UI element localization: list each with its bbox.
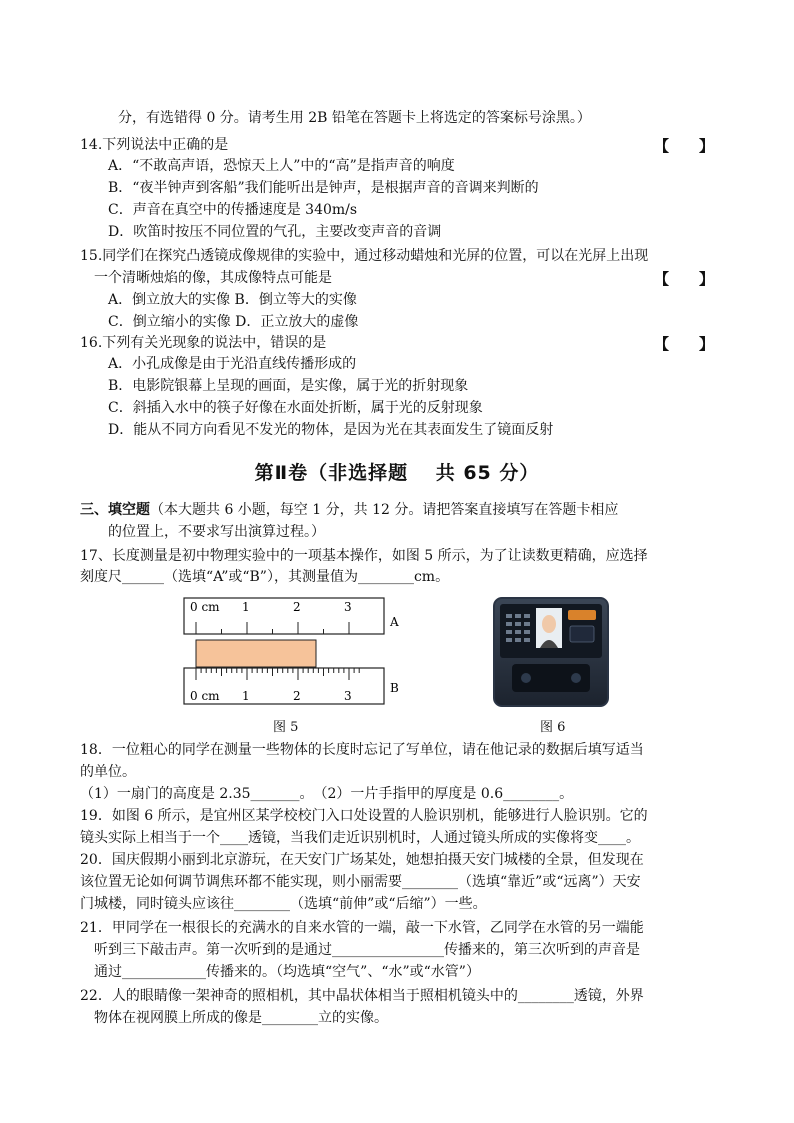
ruler-a-name: A <box>390 615 399 629</box>
ruler-b-label-2: 2 <box>293 689 301 703</box>
figure5-rulers <box>176 592 412 710</box>
q16-answer-bracket: 【 】 <box>654 335 715 353</box>
part2-title: 第Ⅱ卷（非选择题 共 65 分） <box>254 462 540 484</box>
q20-line3: 门城楼，同时镜头应该往________（选填“前伸”或“后缩”）一些。 <box>80 896 487 912</box>
q17-line1: 17、长度测量是初中物理实验中的一项基本操作，如图 5 所示，为了让读数更精确，应选择 <box>80 548 648 564</box>
section3-header <box>80 500 618 520</box>
figure6-caption: 图 6 <box>540 720 566 735</box>
fingerprint-area <box>570 626 594 642</box>
q14-stem: 14.下列说法中正确的是 <box>80 137 229 153</box>
ruler-a-label-2: 2 <box>293 600 301 614</box>
section3-desc-line2: 的位置上，不要求写出演算过程。） <box>108 524 325 540</box>
q20-line2: 该位置无论如何调节调焦环都不能实现，则小丽需要________（选填“靠近”或“远离”）天安 <box>80 874 641 890</box>
ruler-a-label-3: 3 <box>344 600 352 614</box>
q21-line2: 听到三下敲击声。第一次听到的是通过________________传播来的，第三次听到的声音是 <box>94 942 640 958</box>
ruler-a-label-0: 0 cm <box>190 600 220 614</box>
q18-line3: （1）一扇门的高度是 2.35_______。 （2）一片手指甲的厚度是 0.6________。 <box>80 786 574 802</box>
scanner-button-right <box>571 673 581 683</box>
q19-line1: 19．如图 6 所示，是宜州区某学校校门入口处设置的人脸识别机，能够进行人脸识别。它的 <box>80 808 648 824</box>
q15-stem-line1: 15.同学们在探究凸透镜成像规律的实验中，通过移动蜡烛和光屏的位置，可以在光屏上出现 <box>80 248 649 264</box>
figure6-face-recognition-device <box>490 594 612 710</box>
q16-option-c: C．斜插入水中的筷子好像在水面处折断，属于光的反射现象 <box>108 400 483 416</box>
q14-answer-bracket: 【 】 <box>654 137 715 155</box>
section3-desc-line1: （本大题共 6 小题，每空 1 分，共 12 分。请把答案直接填写在答题卡相应 <box>150 502 619 518</box>
intro-tail: 分，有选错得 0 分。请考生用 2B 铅笔在答题卡上将选定的答案标号涂黑。） <box>118 110 591 126</box>
q15-options-cd: C．倒立缩小的实像 D．正立放大的虚像 <box>108 314 359 330</box>
status-indicator <box>568 610 596 620</box>
q14-option-a: A．“不敢高声语，恐惊天上人”中的“高”是指声音的响度 <box>108 158 455 174</box>
q14-option-c: C．声音在真空中的传播速度是 340m/s <box>108 202 358 218</box>
q22-line2: 物体在视网膜上所成的像是________立的实像。 <box>94 1010 388 1026</box>
q15-answer-bracket: 【 】 <box>654 270 715 288</box>
q19-line2: 镜头实际上相当于一个____透镜，当我们走近识别机时，人通过镜头所成的实像将变____。 <box>80 830 640 846</box>
q15-stem-line2: 一个清晰烛焰的像，其成像特点可能是 <box>94 270 332 286</box>
q16-option-d: D．能从不同方向看见不发光的物体，是因为光在其表面发生了镜面反射 <box>108 422 554 438</box>
face-avatar <box>542 615 556 633</box>
q14-option-d: D．吹笛时按压不同位置的气孔，主要改变声音的音调 <box>108 224 442 240</box>
q18-line1: 18．一位粗心的同学在测量一些物体的长度时忘记了写单位，请在他记录的数据后填写适当 <box>80 742 644 758</box>
ruler-a-label-1: 1 <box>242 600 250 614</box>
section3-heading: 三、填空题 <box>80 502 150 518</box>
q18-line2: 的单位。 <box>80 764 136 780</box>
q16-stem: 16.下列有关光现象的说法中，错误的是 <box>80 335 327 351</box>
figure5-caption: 图 5 <box>273 720 299 735</box>
scanner-button-left <box>521 673 531 683</box>
q15-options-ab: A．倒立放大的实像 B．倒立等大的实像 <box>108 292 357 308</box>
ruler-b-label-1: 1 <box>242 689 250 703</box>
q21-line1: 21．甲同学在一根很长的充满水的自来水管的一端，敲一下水管，乙同学在水管的另一端能 <box>80 920 644 936</box>
q16-option-b: B．电影院银幕上呈现的画面，是实像，属于光的折射现象 <box>108 378 469 394</box>
measured-block <box>196 640 316 667</box>
ruler-b-name: B <box>390 681 399 695</box>
ruler-b-label-0: 0 cm <box>190 689 220 703</box>
ruler-a-ticks <box>196 622 349 634</box>
q22-line1: 22．人的眼睛像一架神奇的照相机，其中晶状体相当于照相机镜头中的________透镜，外界 <box>80 988 644 1004</box>
ruler-b-label-3: 3 <box>344 689 352 703</box>
q20-line1: 20．国庆假期小丽到北京游玩，在天安门广场某处，她想拍摄天安门城楼的全景，但发现在 <box>80 852 644 868</box>
q14-option-b: B．“夜半钟声到客船”我们能听出是钟声，是根据声音的音调来判断的 <box>108 180 539 196</box>
q21-line3: 通过____________传播来的。（均选填“空气”、“水”或“水管”） <box>94 964 480 980</box>
q16-option-a: A．小孔成像是由于光沿直线传播形成的 <box>108 356 357 372</box>
q17-line2: 刻度尺______（选填“A”或“B”），其测量值为________cm。 <box>80 569 450 585</box>
ruler-b-ticks <box>196 668 359 680</box>
